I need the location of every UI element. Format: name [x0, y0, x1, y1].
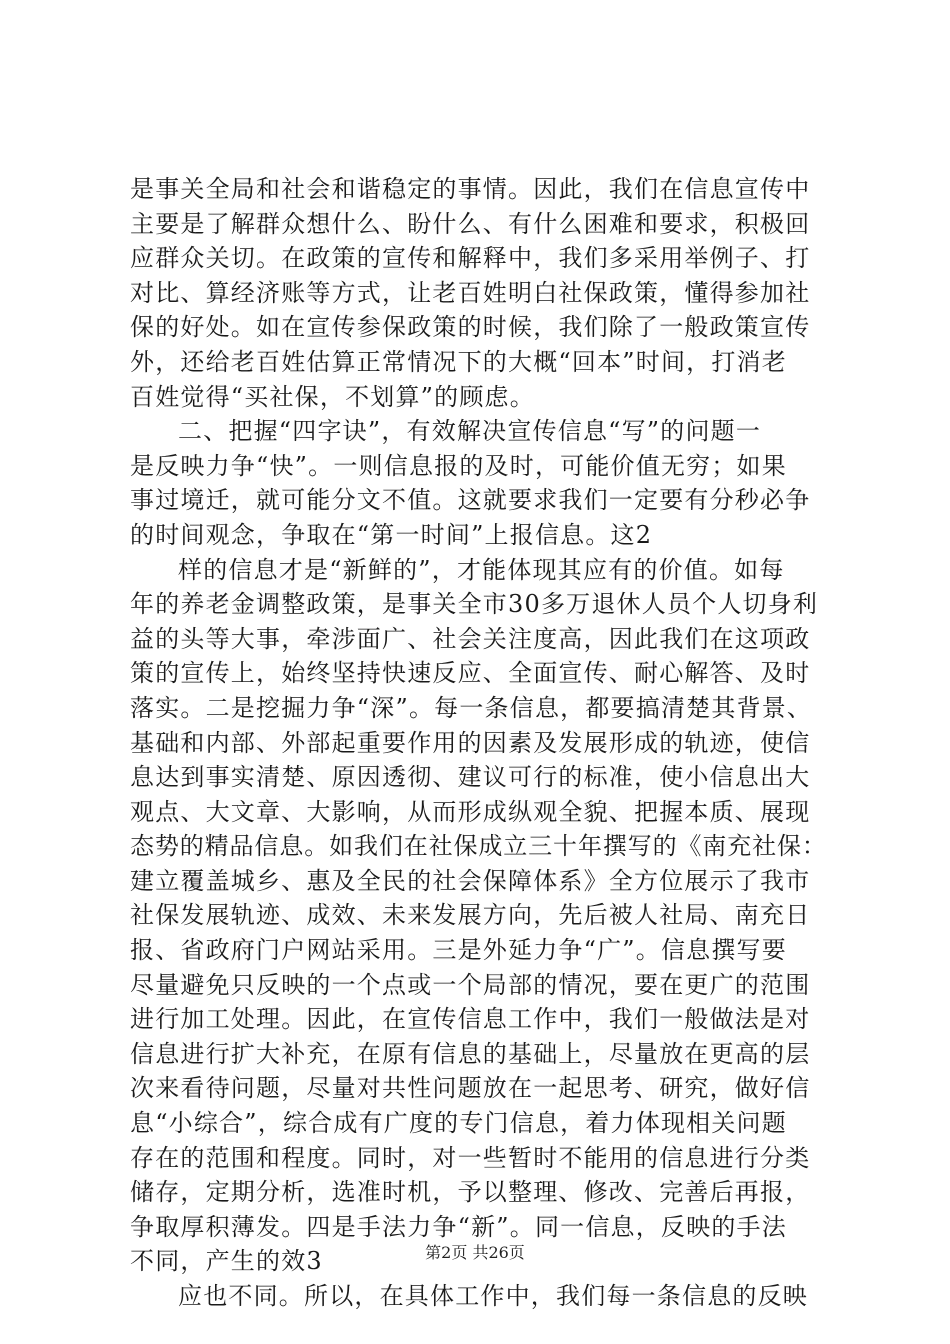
text-line: 益的头等大事，牵涉面广、社会关注度高，因此我们在这项政 [130, 624, 811, 653]
text-line: 不同，产生的效3 [130, 1247, 323, 1276]
text-line: 的时间观念，争取在“第一时间”上报信息。这2 [130, 520, 653, 549]
text-line: 应也不同。所以，在具体工作中，我们每一条信息的反映 [178, 1282, 808, 1310]
text-line: 事过境迁，就可能分文不值。这就要求我们一定要有分秒必争 [130, 486, 811, 515]
text-line: 社保发展轨迹、成效、未来发展方向，先后被人社局、南充日 [130, 901, 811, 930]
text-line: 是事关全局和社会和谐稳定的事情。因此，我们在信息宣传中 [130, 175, 811, 203]
text-line: 二、把握“四字诀”，有效解决宣传信息“写”的问题一 [178, 417, 762, 446]
text-line: 信息进行扩大补充，在原有信息的基础上，尽量放在更高的层 [130, 1039, 811, 1068]
text-line: 样的信息才是“新鲜的”，才能体现其应有的价值。如每 [178, 555, 785, 584]
text-line: 建立覆盖城乡、惠及全民的社会保障体系》全方位展示了我市 [130, 866, 811, 895]
text-line: 保的好处。如在宣传参保政策的时候，我们除了一般政策宣传 [130, 313, 811, 342]
text-line: 次来看待问题，尽量对共性问题放在一起思考、研究，做好信 [130, 1074, 811, 1103]
text-line: 对比、算经济账等方式，让老百姓明白社保政策，懂得参加社 [130, 278, 811, 307]
text-line: 尽量避免只反映的一个点或一个局部的情况，要在更广的范围 [130, 970, 811, 999]
text-line: 息“小综合”，综合成有广度的专门信息，着力体现相关问题 [130, 1109, 787, 1138]
text-line: 存在的范围和程度。同时，对一些暂时不能用的信息进行分类 [130, 1143, 811, 1172]
text-line: 基础和内部、外部起重要作用的因素及发展形成的轨迹，使信 [130, 728, 811, 757]
text-line: 百姓觉得“买社保，不划算”的顾虑。 [130, 382, 535, 411]
text-line: 应群众关切。在政策的宣传和解释中，我们多采用举例子、打 [130, 244, 811, 273]
text-line: 观点、大文章、大影响，从而形成纵观全貌、把握本质、展现 [130, 797, 811, 826]
text-line: 进行加工处理。因此，在宣传信息工作中，我们一般做法是对 [130, 1005, 811, 1034]
text-line: 年的养老金调整政策，是事关全市30多万退休人员个人切身利 [130, 590, 819, 619]
text-line: 争取厚积薄发。四是手法力争“新”。同一信息，反映的手法 [130, 1212, 787, 1241]
page-footer: 第2页 共26页 [425, 1243, 525, 1262]
text-line: 落实。二是挖掘力争“深”。每一条信息，都要搞清楚其背景、 [130, 693, 813, 722]
text-line: 是反映力争“快”。一则信息报的及时，可能价值无穷；如果 [130, 451, 787, 480]
body-text [130, 172, 830, 1314]
text-line: 主要是了解群众想什么、盼什么、有什么困难和要求，积极回 [130, 209, 811, 238]
text-line: 储存，定期分析，选准时机，予以整理、修改、完善后再报， [130, 1178, 811, 1207]
text-line: 策的宣传上，始终坚持快速反应、全面宣传、耐心解答、及时 [130, 659, 811, 688]
text-line: 报、省政府门户网站采用。三是外延力争“广”。信息撰写要 [130, 936, 787, 965]
text-line: 态势的精品信息。如我们在社保成立三十年撰写的《南充社保： [130, 832, 827, 861]
text-line: 息达到事实清楚、原因透彻、建议可行的标准，使小信息出大 [130, 763, 811, 792]
text-line: 外，还给老百姓估算正常情况下的大概“回本”时间，打消老 [130, 347, 787, 376]
